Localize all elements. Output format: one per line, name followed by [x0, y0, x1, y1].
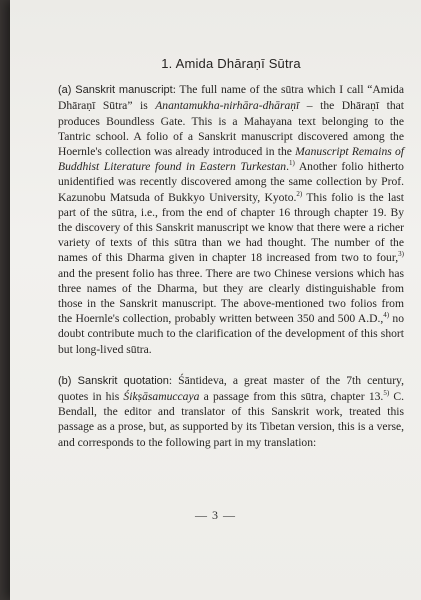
paragraph-sanskrit-manuscript: (a) Sanskrit manuscript: The full name of the sūtra which I call “Amida Dhāraṇī Sūtra” is Anantamukha-nirhāra-dhāraṇī – the Dhāraṇī that produces Boundless Gate. This is a Mahayana text belonging to the Tantric school. A folio of a Sanskrit manuscript discovered among the Hoernle's collection was already introduced in the Manuscript Remains of Buddhist Literature found in Eastern Turkestan.$^{1)}$ Another folio hitherto unidentified was recently discovered among the same collection by Prof. Kazunobu Matsuda of Bukkyo University, Kyoto.$^{2)}$ This folio is the last part of the sūtra, i.e., from the end of chapter 16 through chapter 19. By the discovery of this Sanskrit manuscript we know that there were a richer variety of texts of this sūtra than we had thought. The number of the names of this Dharma given in chapter 18 increased from two to four,$^{3)}$ and the present folio has three. There are two Chinese versions which has three names of the Dharma, but they are clearly distinguishable from those in the Sanskrit manuscript. The above-mentioned two folios from the Hoernle's collection, probably written between 350 and 500 A.D.,$^{4)}$ no doubt contribute much to the clarification of the development of this short but long-lived sūtra.: [58, 83, 404, 356]
book-page: [10, 0, 421, 600]
footnote-ref: 4): [383, 311, 390, 320]
italic-title: Śikṣāsamuccaya: [123, 390, 200, 404]
page-number: — 3 —: [195, 508, 236, 522]
footnote-ref: 3): [398, 250, 404, 259]
paragraph-lead: (b) Sanskrit quotation: [58, 374, 169, 387]
text-run: C. Bendall, the editor and translator of this Sanskrit work, treated this passage as a prose, but, as supported by its Tibetan version, this is a verse, and corresponds to the following part in my translation:: [58, 390, 405, 449]
italic-title: Manuscript Remains of Buddhist Literature found in Eastern Turkestan: [58, 145, 404, 174]
italic-term: Anantamukha-nirhāra-dhāraṇī: [155, 99, 300, 113]
footnote-ref: 1): [289, 159, 295, 168]
text-run: no doubt contribute much to the clarification of the development of this short but long-lived sūtra.: [58, 312, 404, 356]
text-run: This folio is the last part of the sūtra, i.e., from the end of chapter 16 through chapter 19. By the discovery of this Sanskrit manuscript we know that there were a richer variety of texts of this sūtra than we had thought. The number of the names of this Dharma given in chapter 18 increased from two to four,: [58, 190, 404, 265]
text-run: : Śāntideva, a great master of the 7th century, quotes in his: [58, 373, 404, 404]
page-content: [58, 56, 404, 450]
section-title: 1. Amida Dhāraṇī Sūtra: [161, 56, 301, 71]
text-run: – the Dhāraṇī that produces Boundless Gate. This is a Mahayana text belonging to the Tantric school. A folio of a Sanskrit manuscript discovered among the Hoernle's collection was already introduced in the: [58, 99, 404, 159]
paragraph-sanskrit-quotation: [58, 373, 404, 450]
footnote-ref: 2): [296, 189, 303, 198]
text-run: a passage from this sūtra, chapter 13.: [199, 390, 384, 404]
text-run: Another folio hitherto unidentified was recently discovered among the same collection by Prof. Kazunobu Matsuda of Bukkyo University, Kyoto.: [58, 160, 404, 204]
text-run: and the present folio has three. There are two Chinese versions which has three names of the Dharma, but they are clearly distinguishable from those in the Sanskrit manuscript. The above-mentioned two folios from the Hoernle's collection, probably written between 350 and 500 A.D.,: [58, 266, 404, 326]
footnote-ref: 5): [383, 389, 390, 398]
text-run: : The full name of the sūtra which I call “Amida Dhāraṇī Sūtra” is: [58, 83, 404, 113]
paragraph-lead: (a) Sanskrit manuscript: [58, 84, 173, 97]
